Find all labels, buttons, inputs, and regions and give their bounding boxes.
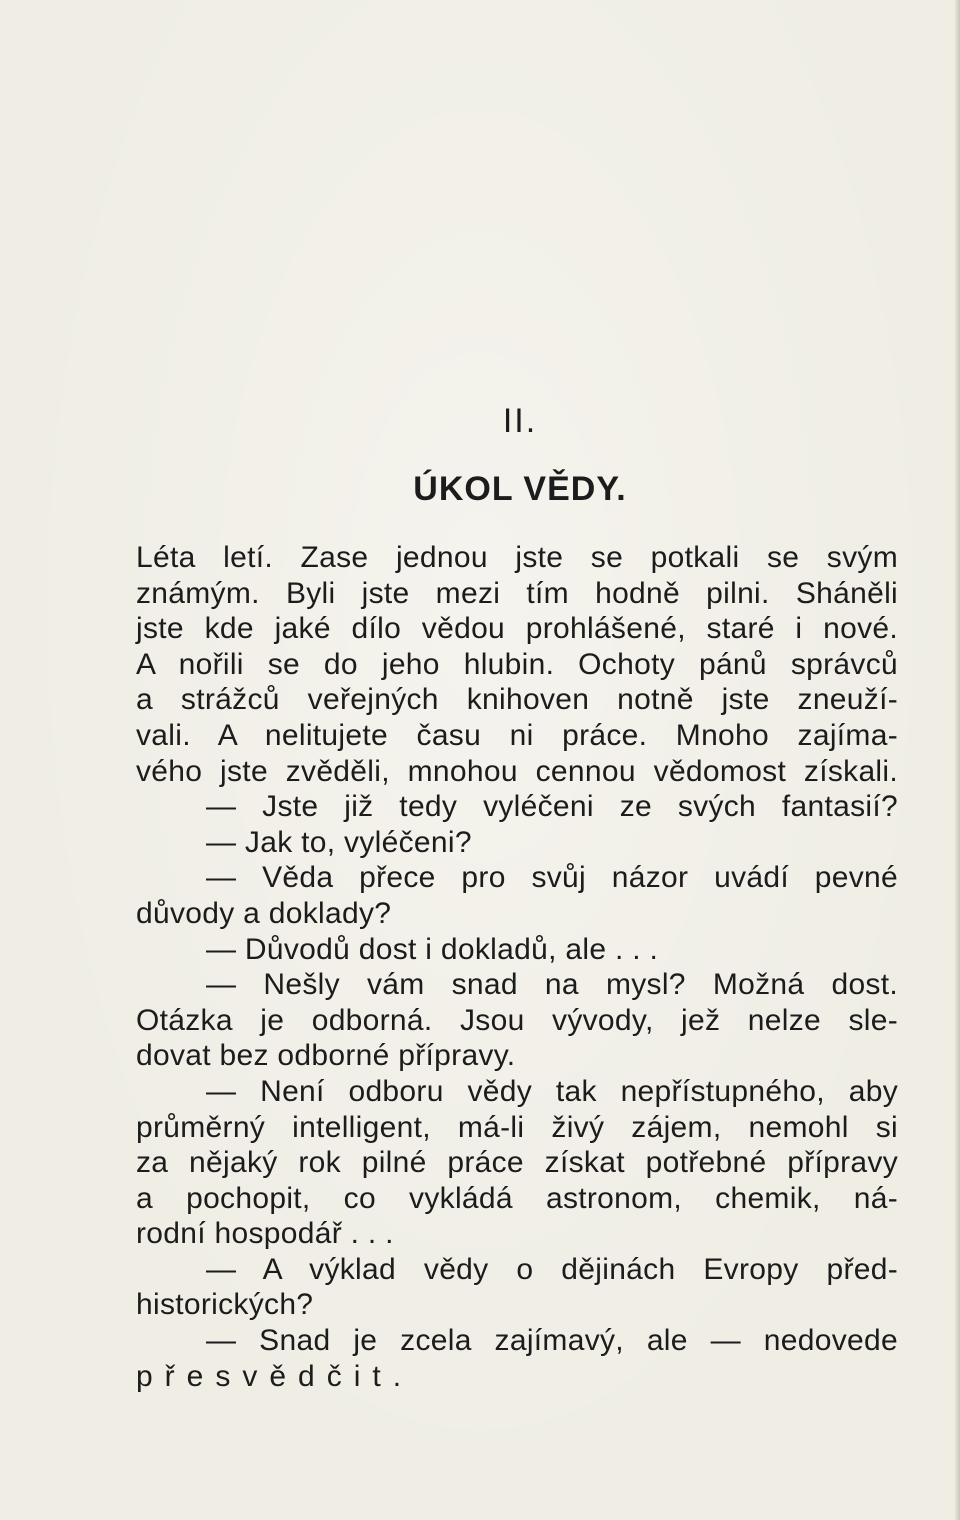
text-line: A nořili se do jeho hlubin. Ochoty pánů správců: [136, 647, 898, 681]
text-line: — Důvodů dost i dokladů, ale . . .: [206, 932, 659, 966]
text-line: známým. Byli jste mezi tím hodně pilni. Sháněli: [136, 576, 898, 610]
text-line: historických?: [136, 1288, 314, 1322]
text-line: za nějaký rok pilné práce získat potřebné přípravy: [136, 1146, 898, 1180]
text-line: — A výklad vědy o dějinách Evropy před-: [206, 1252, 898, 1286]
chapter-body: [136, 540, 898, 1394]
page-edge-shadow: [954, 0, 960, 1520]
text-line: vého jste zvěděli, mnohou cennou vědomost získali.: [136, 754, 898, 788]
text-line: a pochopit, co vykládá astronom, chemik, ná-: [136, 1181, 898, 1215]
text-line: jste kde jaké dílo vědou prohlášené, staré i nové.: [136, 612, 898, 646]
text-line: přesvědčit.: [136, 1359, 414, 1393]
text-line: Otázka je odborná. Jsou vývody, jež nelze sle-: [136, 1003, 898, 1037]
text-line: Léta letí. Zase jednou jste se potkali se svým: [136, 541, 898, 574]
text-line: — Není odboru vědy tak nepřístupného, aby: [206, 1074, 898, 1108]
text-line: průměrný intelligent, má-li živý zájem, nemohl si: [136, 1110, 898, 1144]
text-line: a strážců veřejných knihoven notně jste zneuží-: [136, 683, 898, 717]
text-line: vali. A nelitujete času ni práce. Mnoho zajíma-: [136, 718, 898, 752]
text-line: — Jak to, vyléčeni?: [206, 825, 472, 859]
text-line: — Nešly vám snad na mysl? Možná dost.: [206, 968, 898, 1002]
text-line: — Jste již tedy vyléčeni ze svých fantasií?: [206, 790, 898, 824]
text-line: důvody a doklady?: [136, 896, 392, 930]
chapter-number: II.: [502, 402, 538, 440]
text-line: rodní hospodář . . .: [136, 1217, 394, 1251]
text-line: — Věda přece pro svůj názor uvádí pevné: [206, 861, 898, 895]
chapter-title: ÚKOL VĚDY.: [413, 470, 627, 508]
text-line: dovat bez odborné přípravy.: [136, 1039, 516, 1073]
text-line: — Snad je zcela zajímavý, ale — nedovede: [206, 1324, 898, 1358]
